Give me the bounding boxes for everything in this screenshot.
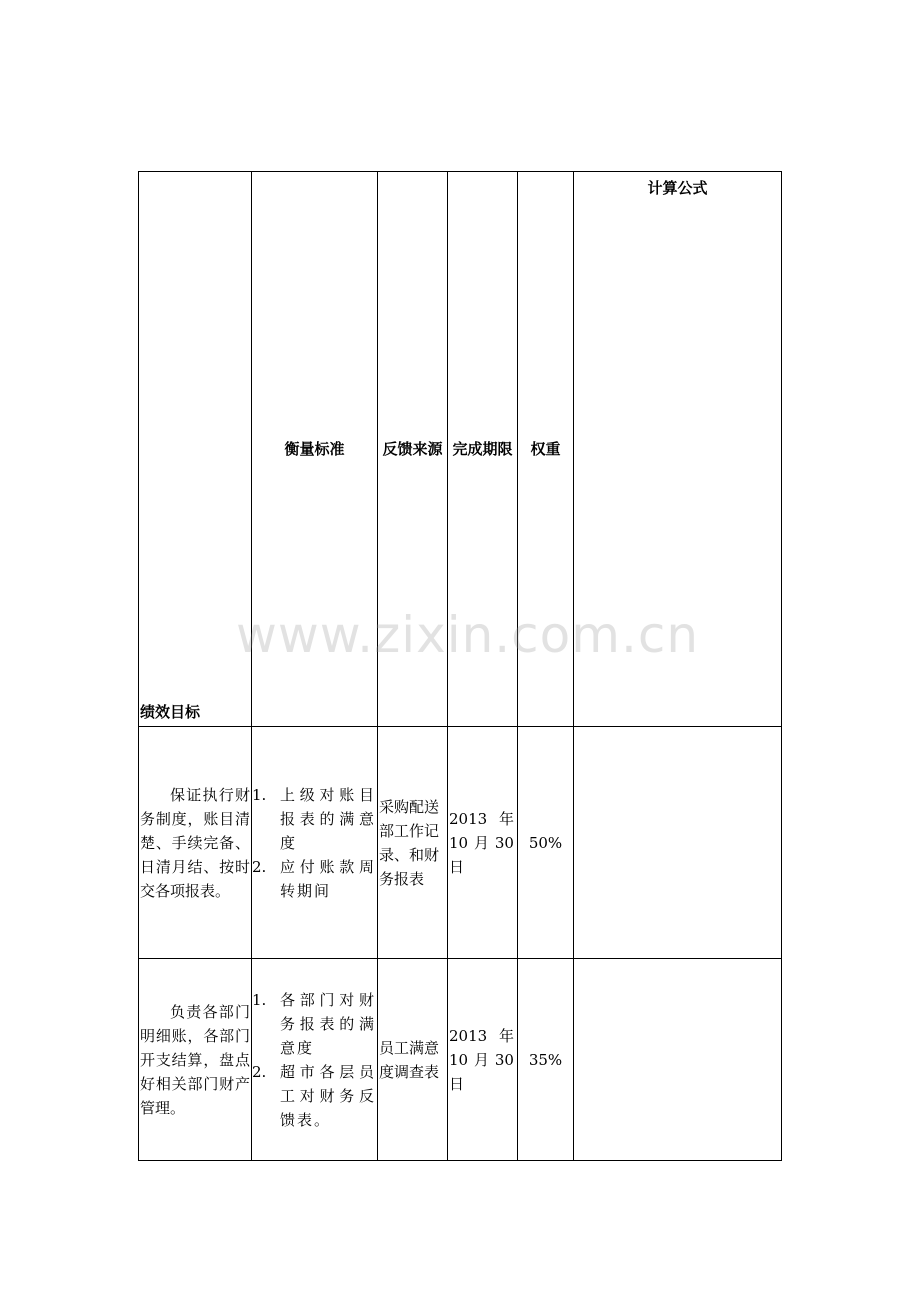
header-goal: 绩效目标 — [139, 172, 252, 727]
deadline-cell — [448, 727, 518, 959]
deadline-day: 30 — [494, 833, 514, 852]
list-number: 2. — [252, 857, 267, 876]
list-number: 1. — [252, 785, 267, 804]
deadline-year-unit: 年 — [498, 809, 514, 828]
standard-list — [252, 783, 377, 903]
goal-cell: 保证执行财务制度，账目清楚、手续完备、日清月结、按时交各项报表。 — [139, 727, 252, 959]
deadline-year-line — [449, 1024, 514, 1048]
deadline-year-unit: 年 — [498, 1026, 514, 1045]
list-item — [252, 783, 377, 855]
formula-cell — [574, 959, 782, 1161]
performance-table-container — [138, 171, 781, 1161]
list-text: 上级对账目报表的满意度 — [280, 785, 376, 852]
header-deadline: 完成期限 — [448, 172, 518, 727]
list-number: 1. — [252, 990, 267, 1009]
table-row — [139, 727, 782, 959]
header-formula: 计算公式 — [574, 172, 782, 727]
deadline-month-unit: 月 — [473, 833, 489, 852]
watermark: www.zixin.com.cn — [236, 606, 700, 664]
deadline-year: 2013 — [449, 1026, 488, 1045]
deadline-month-line — [449, 1048, 514, 1072]
header-row — [139, 172, 782, 727]
deadline-day-unit: 日 — [449, 857, 465, 876]
list-text: 超市各层员工对财务反馈表。 — [280, 1062, 376, 1129]
standard-list — [252, 988, 377, 1132]
list-text: 各部门对财务报表的满意度 — [280, 990, 376, 1057]
standard-cell — [252, 959, 378, 1161]
list-item — [252, 855, 377, 903]
deadline-year-line — [449, 807, 514, 831]
weight-cell: 50% — [518, 727, 574, 959]
header-source: 反馈来源 — [378, 172, 448, 727]
deadline-month-line — [449, 831, 514, 855]
deadline-month-unit: 月 — [473, 1050, 489, 1069]
standard-cell — [252, 727, 378, 959]
deadline-day: 30 — [494, 1050, 514, 1069]
weight-cell: 35% — [518, 959, 574, 1161]
header-standard: 衡量标准 — [252, 172, 378, 727]
list-item — [252, 988, 377, 1060]
deadline-year: 2013 — [449, 809, 488, 828]
source-cell: 采购配送部工作记录、和财务报表 — [378, 727, 448, 959]
list-text: 应付账款周转期间 — [280, 857, 376, 900]
header-weight: 权重 — [518, 172, 574, 727]
goal-cell: 负责各部门明细账，各部门开支结算，盘点好相关部门财产管理。 — [139, 959, 252, 1161]
source-cell: 员工满意度调查表 — [378, 959, 448, 1161]
list-number: 2. — [252, 1062, 267, 1081]
table-row — [139, 959, 782, 1161]
formula-cell — [574, 727, 782, 959]
deadline-day-unit: 日 — [449, 1074, 465, 1093]
deadline-month: 10 — [449, 1050, 469, 1069]
performance-table — [138, 171, 782, 1161]
deadline-cell — [448, 959, 518, 1161]
deadline-month: 10 — [449, 833, 469, 852]
list-item — [252, 1060, 377, 1132]
